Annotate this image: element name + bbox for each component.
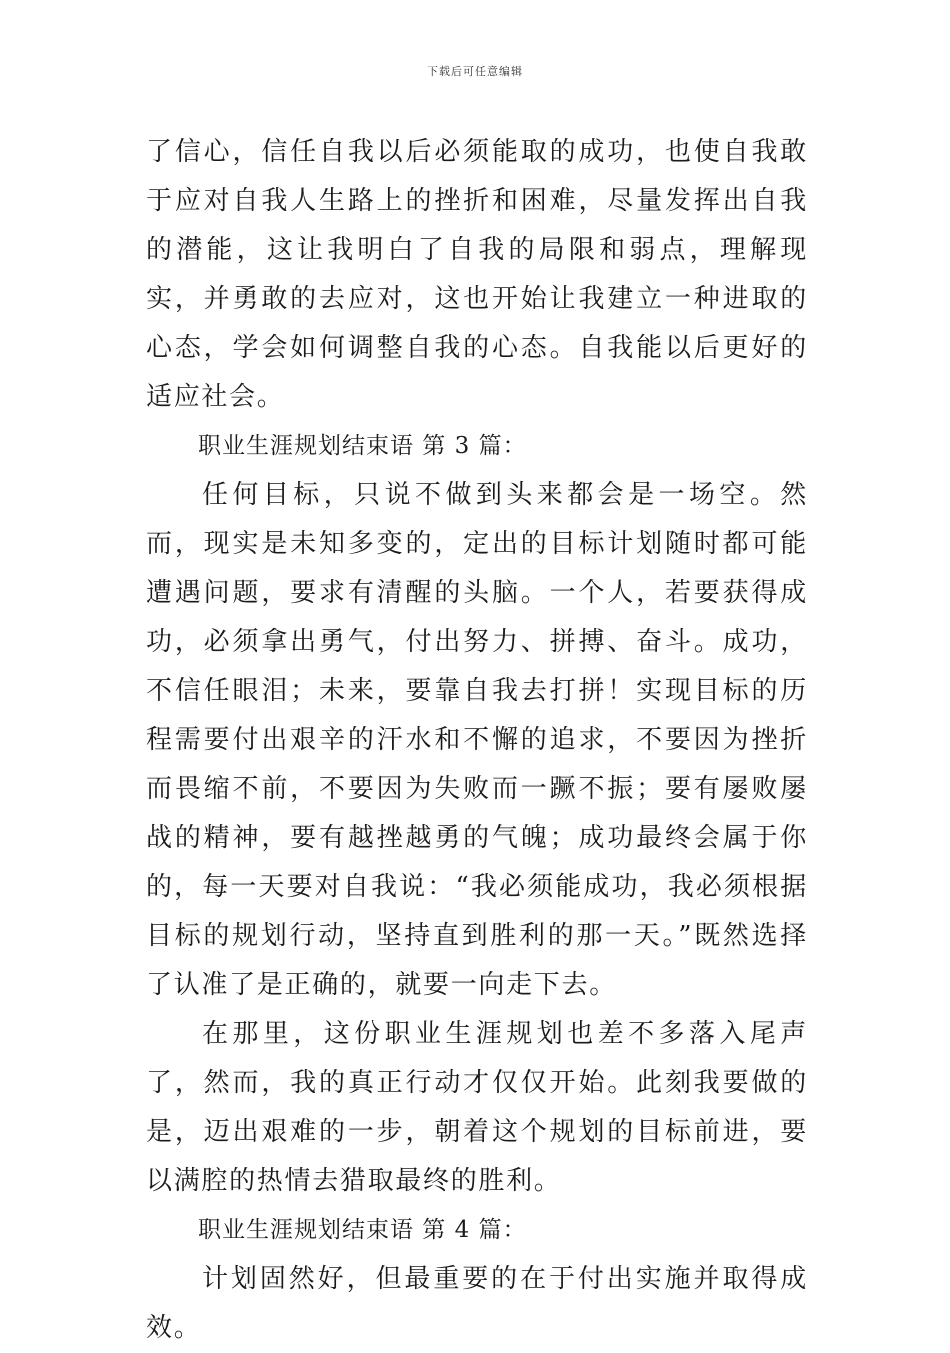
section-heading-4: 职业生涯规划结束语 第 4 篇： — [198, 1217, 527, 1243]
section-heading-3: 职业生涯规划结束语 第 3 篇： — [198, 433, 527, 459]
page-header: 下载后可任意编辑 — [427, 65, 523, 78]
paragraph-continuation: 了信心，信任自我以后必须能取的成功，也使自我敢于应对自我人生路上的挫折和困难，尽量发挥出自我的潜能，这让我明白了自我的局限和弱点，理解现实，并勇敢的去应对，这也开始让我建立一种进取的心态，学会如何调整自我的心态。自我能以后更好的适应社会。 — [146, 137, 808, 412]
document-body — [146, 128, 808, 1353]
paragraph-section-3-a: 任何目标，只说不做到头来都会是一场空。然而，现实是未知多变的，定出的目标计划随时都可能遭遇问题，要求有清醒的头脑。一个人，若要获得成功，必须拿出勇气，付出努力、拼搏、奋斗。成功，不信任眼泪；未来，要靠自我去打拼！实现目标的历程需要付出艰辛的汗水和不懈的追求，不要因为挫折而畏缩不前，不要因为失败而一蹶不振；要有屡败屡战的精神，要有越挫越勇的气魄；成功最终会属于你的，每一天要对自我说：“我必须能成功，我必须根据目标的规划行动，坚持直到胜利的那一天。”既然选择了认准了是正确的，就要一向走下去。 — [146, 480, 808, 1000]
paragraph-section-4: 计划固然好，但最重要的在于付出实施并取得成效。 — [146, 1264, 808, 1343]
paragraph-section-3-b: 在那里，这份职业生涯规划也差不多落入尾声了，然而，我的真正行动才仅仅开始。此刻我要做的是，迈出艰难的一步，朝着这个规划的目标前进，要以满腔的热情去猎取最终的胜利。 — [146, 1019, 808, 1196]
